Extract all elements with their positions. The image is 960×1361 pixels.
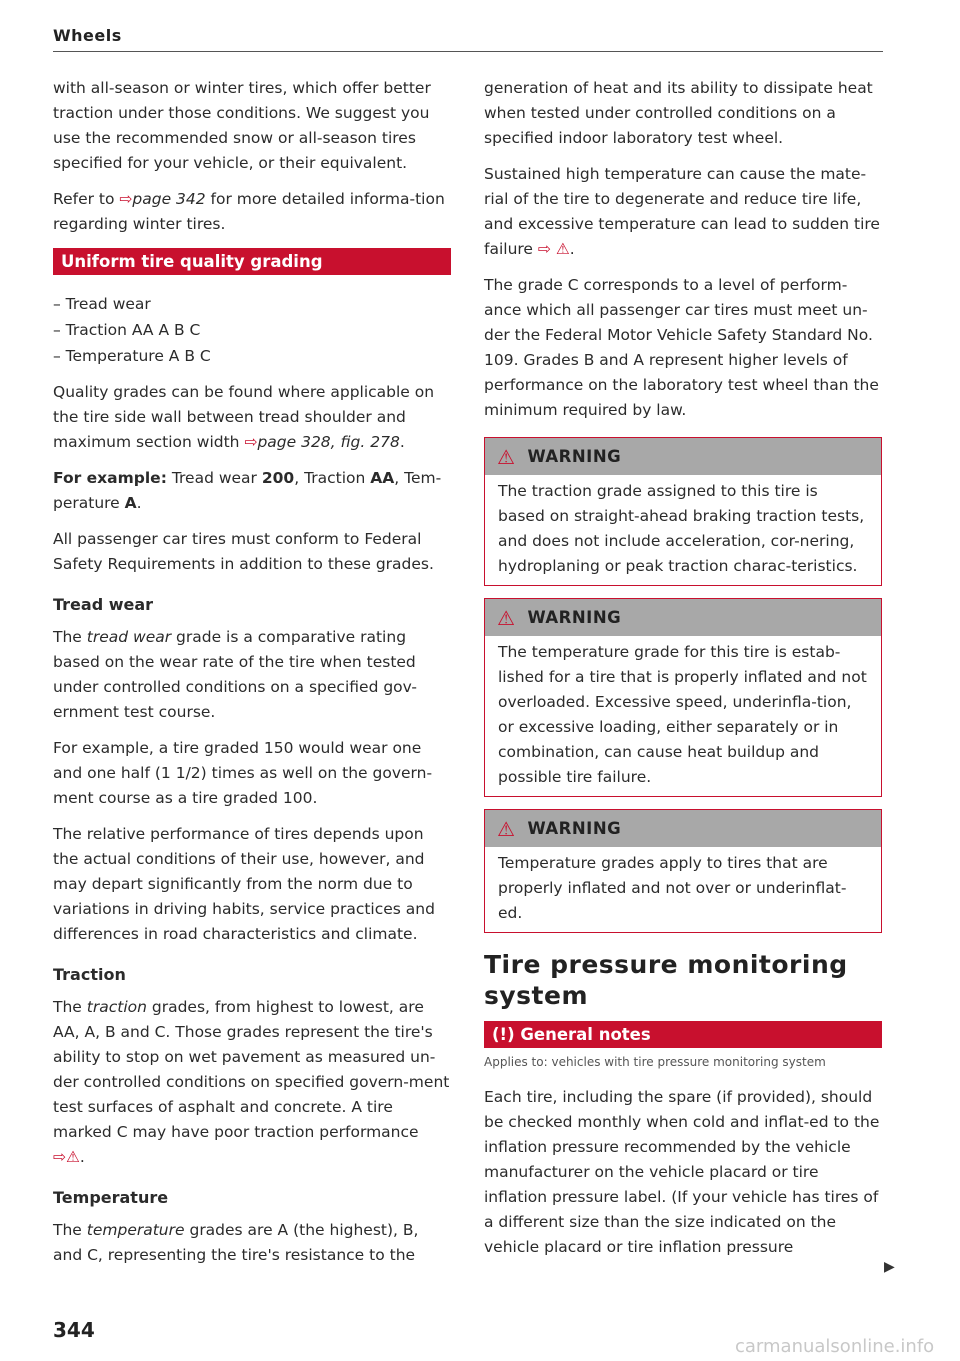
warning-icon[interactable]: ⚠ [66,1148,80,1166]
list-item: – Traction AA A B C [53,321,201,339]
section-title-uniform-tire-quality-grading: Uniform tire quality grading [53,248,451,275]
warning-header [485,438,881,475]
warning-box-inflation [484,809,882,933]
text: tread wear [86,628,172,646]
page-reference-link[interactable]: page 342 [132,190,206,208]
text: Tread wear [166,469,262,487]
text: for more detailed informa-tion regarding winter tires. [53,190,445,233]
page-header-title: Wheels [53,26,122,45]
warning-box-traction [484,437,882,586]
continue-arrow-icon: ▶ [884,1259,895,1275]
arrow-right-icon: ⇨ [119,190,133,208]
heading-traction: Traction [53,965,126,984]
list-item: – Temperature A B C [53,347,211,365]
paragraph: The relative performance of tires depends upon the actual conditions of their use, however, and may depart significantly from the norm due to variations in driving habits, service practices and differences in road characteristics and climate. [53,825,435,943]
paragraph [53,1218,451,1268]
example-label: For example: [53,469,167,487]
text: , Tem-perature [53,469,442,512]
warning-box-temperature [484,598,882,797]
watermark: carmanualsonline.info [735,1336,935,1357]
text: Quality grades can be found where applicable on the tire side wall between tread shoulder and maximum section width [53,383,435,451]
paragraph [53,466,451,516]
paragraph: with all-season or winter tires, which offer better traction under those conditions. We suggest you use the recommended snow or all-season tires specified for your vehicle, or their equivalent. [53,79,431,172]
paragraph: For example, a tire graded 150 would wear one and one half (1 1/2) times as well on the govern-ment course as a tire graded 100. [53,739,433,807]
text: The [53,1221,87,1239]
paragraph: The traction grades, from highest to lowest, are AA, A, B and C. Those grades represent the tire's ability to stop on wet pavement as measured un-der controlled conditions on specified govern-ment test surfaces of asphalt and concrete. A tire marked C may have poor traction performance ⇨⚠. [53,998,450,1166]
heading-tire-pressure-monitoring-system: Tire pressure monitoring system [484,950,848,1010]
text: grades are A (the highest), B, and C, representing the tire's resistance to the [53,1221,419,1264]
warning-title: WARNING [527,447,622,466]
section-title-general-notes [484,1021,882,1048]
warning-text: The temperature grade for this tire is estab-lished for a tire that is properly inflated and not overloaded. Excessive speed, underinfla-tion, or excessive loading, either separately or in combination, can cause heat buildup and possible tire failure. [498,643,867,786]
text: grades, from highest to lowest, are AA, A, B and C. Those grades represent the tire's ability to stop on wet pavement as measured un-der controlled conditions on specified govern-ment test surfaces of asphalt and concrete. A tire marked C may have poor traction performance [53,998,450,1141]
left-column [53,76,451,1279]
text: 200 [261,469,295,487]
warning-text: Temperature grades apply to tires that are properly inflated and not over or underinflat-ed. [498,854,847,922]
header-divider [53,51,883,52]
text: Refer to [53,190,120,208]
right-column [484,76,882,1271]
text: grade is a comparative rating based on the wear rate of the tire when tested under controlled conditions on a specified gov-ernment test course. [53,628,418,721]
paragraph: Sustained high temperature can cause the mate-rial of the tire to degenerate and reduce tire life, and excessive temperature can lead to sudden tire failure ⇨ ⚠. [484,165,880,258]
warning-icon: ⚠ [497,816,516,841]
grade-list [53,291,451,369]
text: temperature [86,1221,185,1239]
page-number: 344 [53,1318,95,1342]
page-reference-link[interactable]: page 328, fig. 278 [257,433,400,451]
paragraph: Each tire, including the spare (if provided), should be checked monthly when cold and inflat-ed to the inflation pressure recommended by the vehicle manufacturer on the vehicle placard or tire inflation pressure label. (If your vehicle has tires of a different size than the size indicated on the vehicle placard or tire inflation pressure [484,1088,880,1256]
text: A [124,494,137,512]
heading-tread-wear: Tread wear [53,595,154,614]
list-item: – Tread wear [53,295,151,313]
paragraph [53,380,451,455]
warning-icon[interactable]: ⚠ [555,240,570,258]
text: . [136,494,142,512]
section-title-text: General notes [520,1025,651,1044]
arrow-right-icon: ⇨ [53,1148,66,1166]
warning-title: WARNING [527,819,622,838]
arrow-right-icon: ⇨ [244,433,258,451]
warning-body [485,475,881,585]
arrow-right-icon: ⇨ [537,240,551,258]
warning-text: The traction grade assigned to this tire is based on straight-ahead braking traction tests, and does not include acceleration, cor-nering, hydroplaning or peak traction charac-teristics. [498,482,865,575]
text: AA [370,469,395,487]
text: The [53,628,87,646]
text: The [53,998,87,1016]
applies-to-note: Applies to: vehicles with tire pressure monitoring system [484,1055,826,1069]
warning-icon: ⚠ [497,444,516,469]
warning-title: WARNING [527,608,622,627]
paragraph: generation of heat and its ability to dissipate heat when tested under controlled conditions on a specified indoor laboratory test wheel. [484,79,873,147]
heading-temperature: Temperature [53,1188,169,1207]
warning-body [485,636,881,796]
text: Sustained high temperature can cause the mate-rial of the tire to degenerate and reduce tire life, and excessive temperature can lead to sudden tire failure [484,165,880,258]
paragraph: All passenger car tires must conform to Federal Safety Requirements in addition to these grades. [53,530,434,573]
warning-body [485,847,881,932]
paragraph [53,187,451,237]
tpms-warning-icon: (!) [492,1025,515,1044]
warning-header [485,599,881,636]
text: . [399,433,405,451]
warning-header [485,810,881,847]
paragraph: The grade C corresponds to a level of perform-ance which all passenger car tires must meet un-der the Federal Motor Vehicle Safety Standard No. 109. Grades B and A represent higher levels of performance on the laboratory test wheel than the minimum required by law. [484,276,879,419]
text: , Traction [294,469,371,487]
warning-icon: ⚠ [497,605,516,630]
text: traction [86,998,147,1016]
paragraph [53,625,451,725]
